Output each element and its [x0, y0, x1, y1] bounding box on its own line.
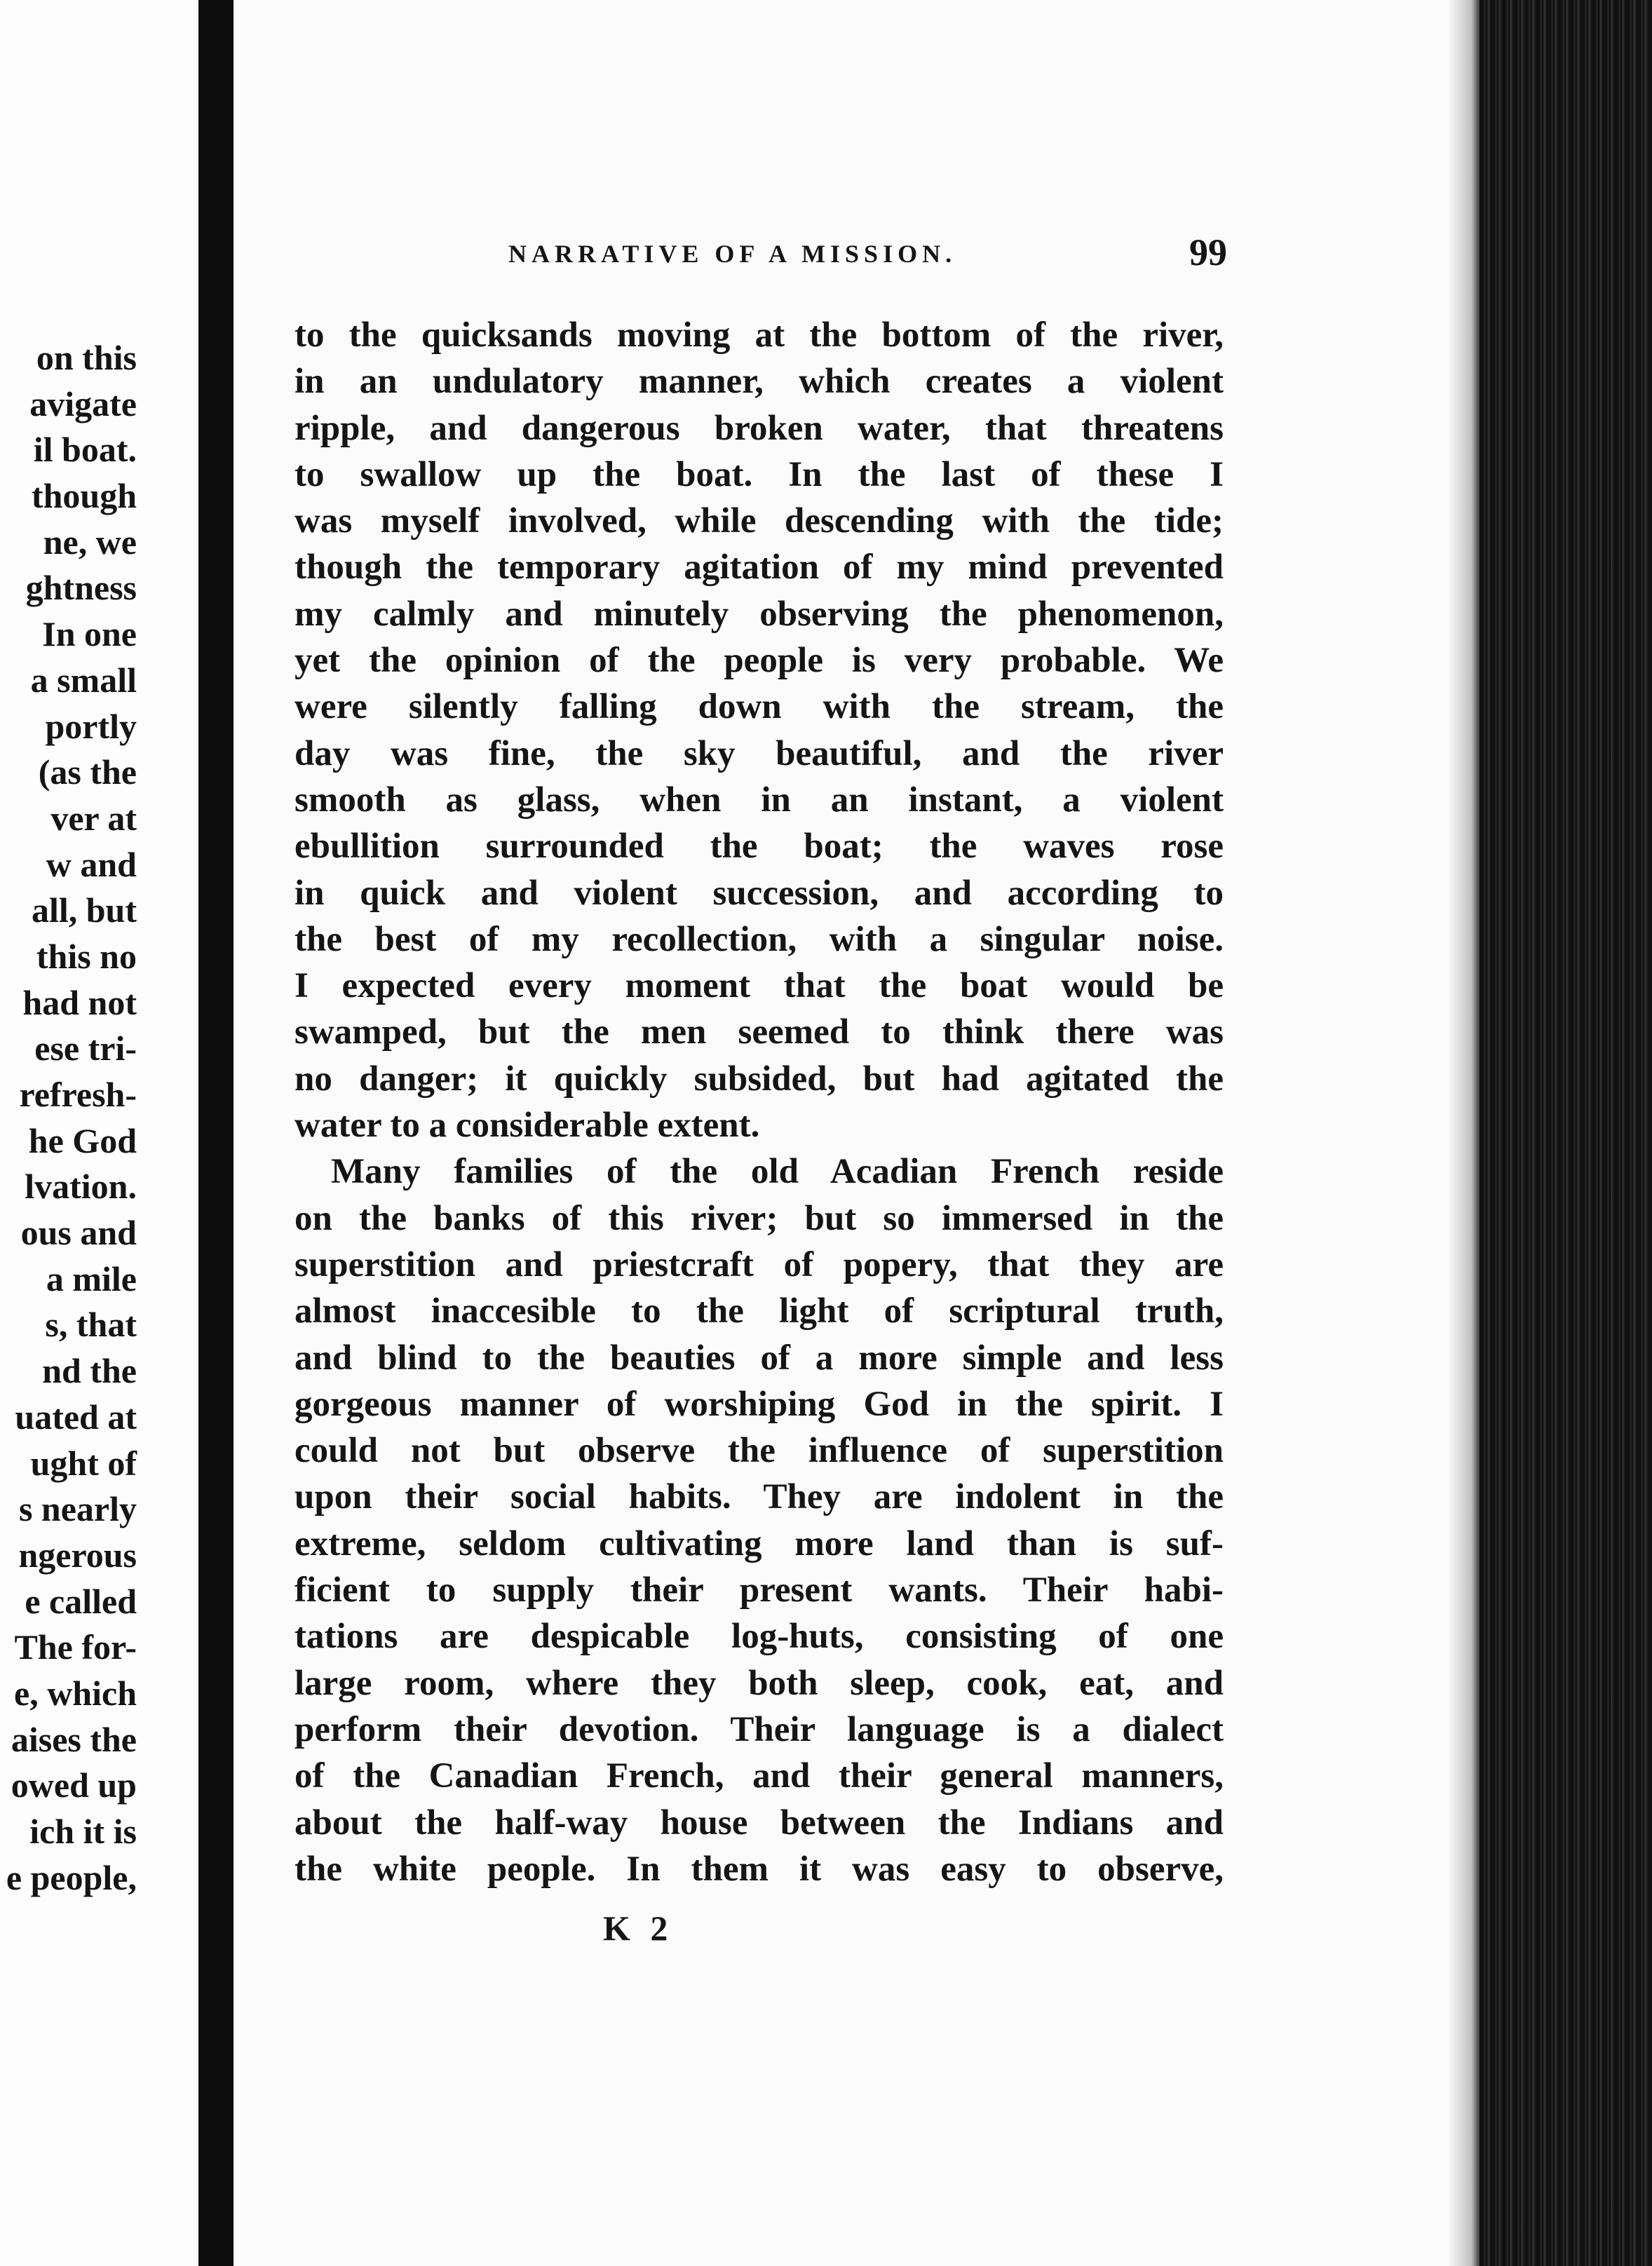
facing-line: refresh-: [19, 1075, 137, 1114]
text-line: to swallow up the boat. In the last of these I: [294, 454, 1224, 494]
text-line: large room, where they both sleep, cook, eat, and: [294, 1663, 1224, 1703]
text-line: perform their devotion. Their language is a dialect: [294, 1709, 1224, 1749]
text-line: ebullition surrounded the boat; the waves rose: [294, 827, 1224, 867]
text-line: about the half-way house between the Indians and: [294, 1803, 1224, 1843]
facing-line: ous and: [20, 1213, 137, 1253]
facing-line: portly: [45, 706, 137, 746]
text-line: on the banks of this river; but so immersed in the: [294, 1198, 1224, 1238]
text-line: the white people. In them it was easy to observe,: [294, 1849, 1224, 1889]
text-line: superstition and priestcraft of popery, that they are: [294, 1244, 1224, 1284]
paragraph-end-line: water to a considerable extent.: [294, 1106, 760, 1146]
text-line: day was fine, the sky beautiful, and the river: [294, 733, 1224, 773]
facing-line: he God: [28, 1120, 137, 1160]
facing-page-text: [6, 335, 137, 1901]
text-line: I expected every moment that the boat would be: [294, 966, 1224, 1006]
facing-line: on this: [36, 338, 137, 377]
text-line: to the quicksands moving at the bottom of the river,: [294, 316, 1224, 355]
facing-line: e, which: [14, 1673, 137, 1713]
page-edge-stack: [1480, 0, 1652, 2266]
text-line: extreme, seldom cultivating more land than is suf-: [294, 1524, 1224, 1563]
running-head: [280, 233, 1262, 275]
text-line: gorgeous manner of worshiping God in the spirit. I: [294, 1384, 1224, 1424]
book-gutter: [198, 0, 233, 2266]
facing-line: ese tri-: [34, 1029, 137, 1068]
facing-line: lvation.: [25, 1167, 137, 1207]
facing-line: ught of: [30, 1443, 137, 1483]
facing-line: il boat.: [33, 430, 137, 470]
facing-line: (as the: [38, 752, 137, 792]
facing-line: The for-: [14, 1627, 137, 1667]
text-line: upon their social habits. They are indolent in the: [294, 1477, 1224, 1517]
facing-line: aises the: [11, 1719, 137, 1759]
text-line: ripple, and dangerous broken water, that threatens: [294, 408, 1224, 448]
facing-line: this no: [36, 936, 137, 976]
facing-line: In one: [42, 614, 137, 654]
text-line: almost inaccesible to the light of scriptural truth,: [294, 1291, 1224, 1331]
text-line: was myself involved, while descending with the tide;: [294, 501, 1224, 541]
facing-line: all, but: [31, 890, 137, 930]
text-line: smooth as glass, when in an instant, a violent: [294, 780, 1224, 820]
facing-line: ngerous: [18, 1535, 137, 1575]
paragraph-start-line: Many families of the old Acadian French reside: [331, 1152, 1224, 1192]
body-text: [294, 312, 1224, 1892]
signature-mark: K 2: [603, 1908, 674, 1948]
facing-line: a mile: [46, 1258, 137, 1298]
facing-line: a small: [30, 660, 137, 700]
text-line: swamped, but the men seemed to think there was: [294, 1012, 1224, 1052]
facing-line: e called: [25, 1581, 137, 1621]
text-line: could not but observe the influence of superstition: [294, 1431, 1224, 1471]
text-line: in an undulatory manner, which creates a violent: [294, 362, 1224, 402]
text-line: ficient to supply their present wants. Their habi-: [294, 1570, 1224, 1610]
text-line: in quick and violent succession, and according to: [294, 873, 1224, 913]
facing-line: uated at: [15, 1397, 137, 1437]
text-line: yet the opinion of the people is very probable. We: [294, 641, 1224, 681]
text-line: tations are despicable log-huts, consisting of one: [294, 1617, 1224, 1657]
facing-line: s, that: [45, 1305, 137, 1345]
facing-line: s nearly: [18, 1489, 137, 1529]
running-head-title: NARRATIVE OF A MISSION.: [508, 240, 957, 268]
facing-line: had not: [22, 982, 137, 1022]
facing-line: ich it is: [29, 1812, 137, 1851]
text-line: no danger; it quickly subsided, but had agitated the: [294, 1059, 1224, 1099]
facing-line: ghtness: [25, 568, 137, 608]
page-edge-shadow: [1448, 0, 1482, 2266]
text-line: my calmly and minutely observing the phenomenon,: [294, 594, 1224, 634]
facing-line: w and: [46, 844, 137, 884]
page-number: 99: [1189, 231, 1227, 273]
text-line: and blind to the beauties of a more simple and less: [294, 1338, 1224, 1378]
text-line: of the Canadian French, and their general manners,: [294, 1756, 1224, 1796]
facing-line: nd the: [42, 1351, 137, 1391]
facing-line: ver at: [50, 798, 137, 838]
text-line: were silently falling down with the stream, the: [294, 687, 1224, 727]
facing-line: owed up: [11, 1765, 137, 1805]
facing-line: avigate: [29, 384, 137, 423]
text-line: the best of my recollection, with a singular noise.: [294, 919, 1224, 959]
facing-line: though: [31, 476, 137, 516]
facing-line: e people,: [6, 1857, 137, 1897]
facing-page: [0, 0, 198, 2266]
text-line: though the temporary agitation of my mind prevented: [294, 548, 1224, 588]
facing-line: ne, we: [43, 522, 137, 562]
